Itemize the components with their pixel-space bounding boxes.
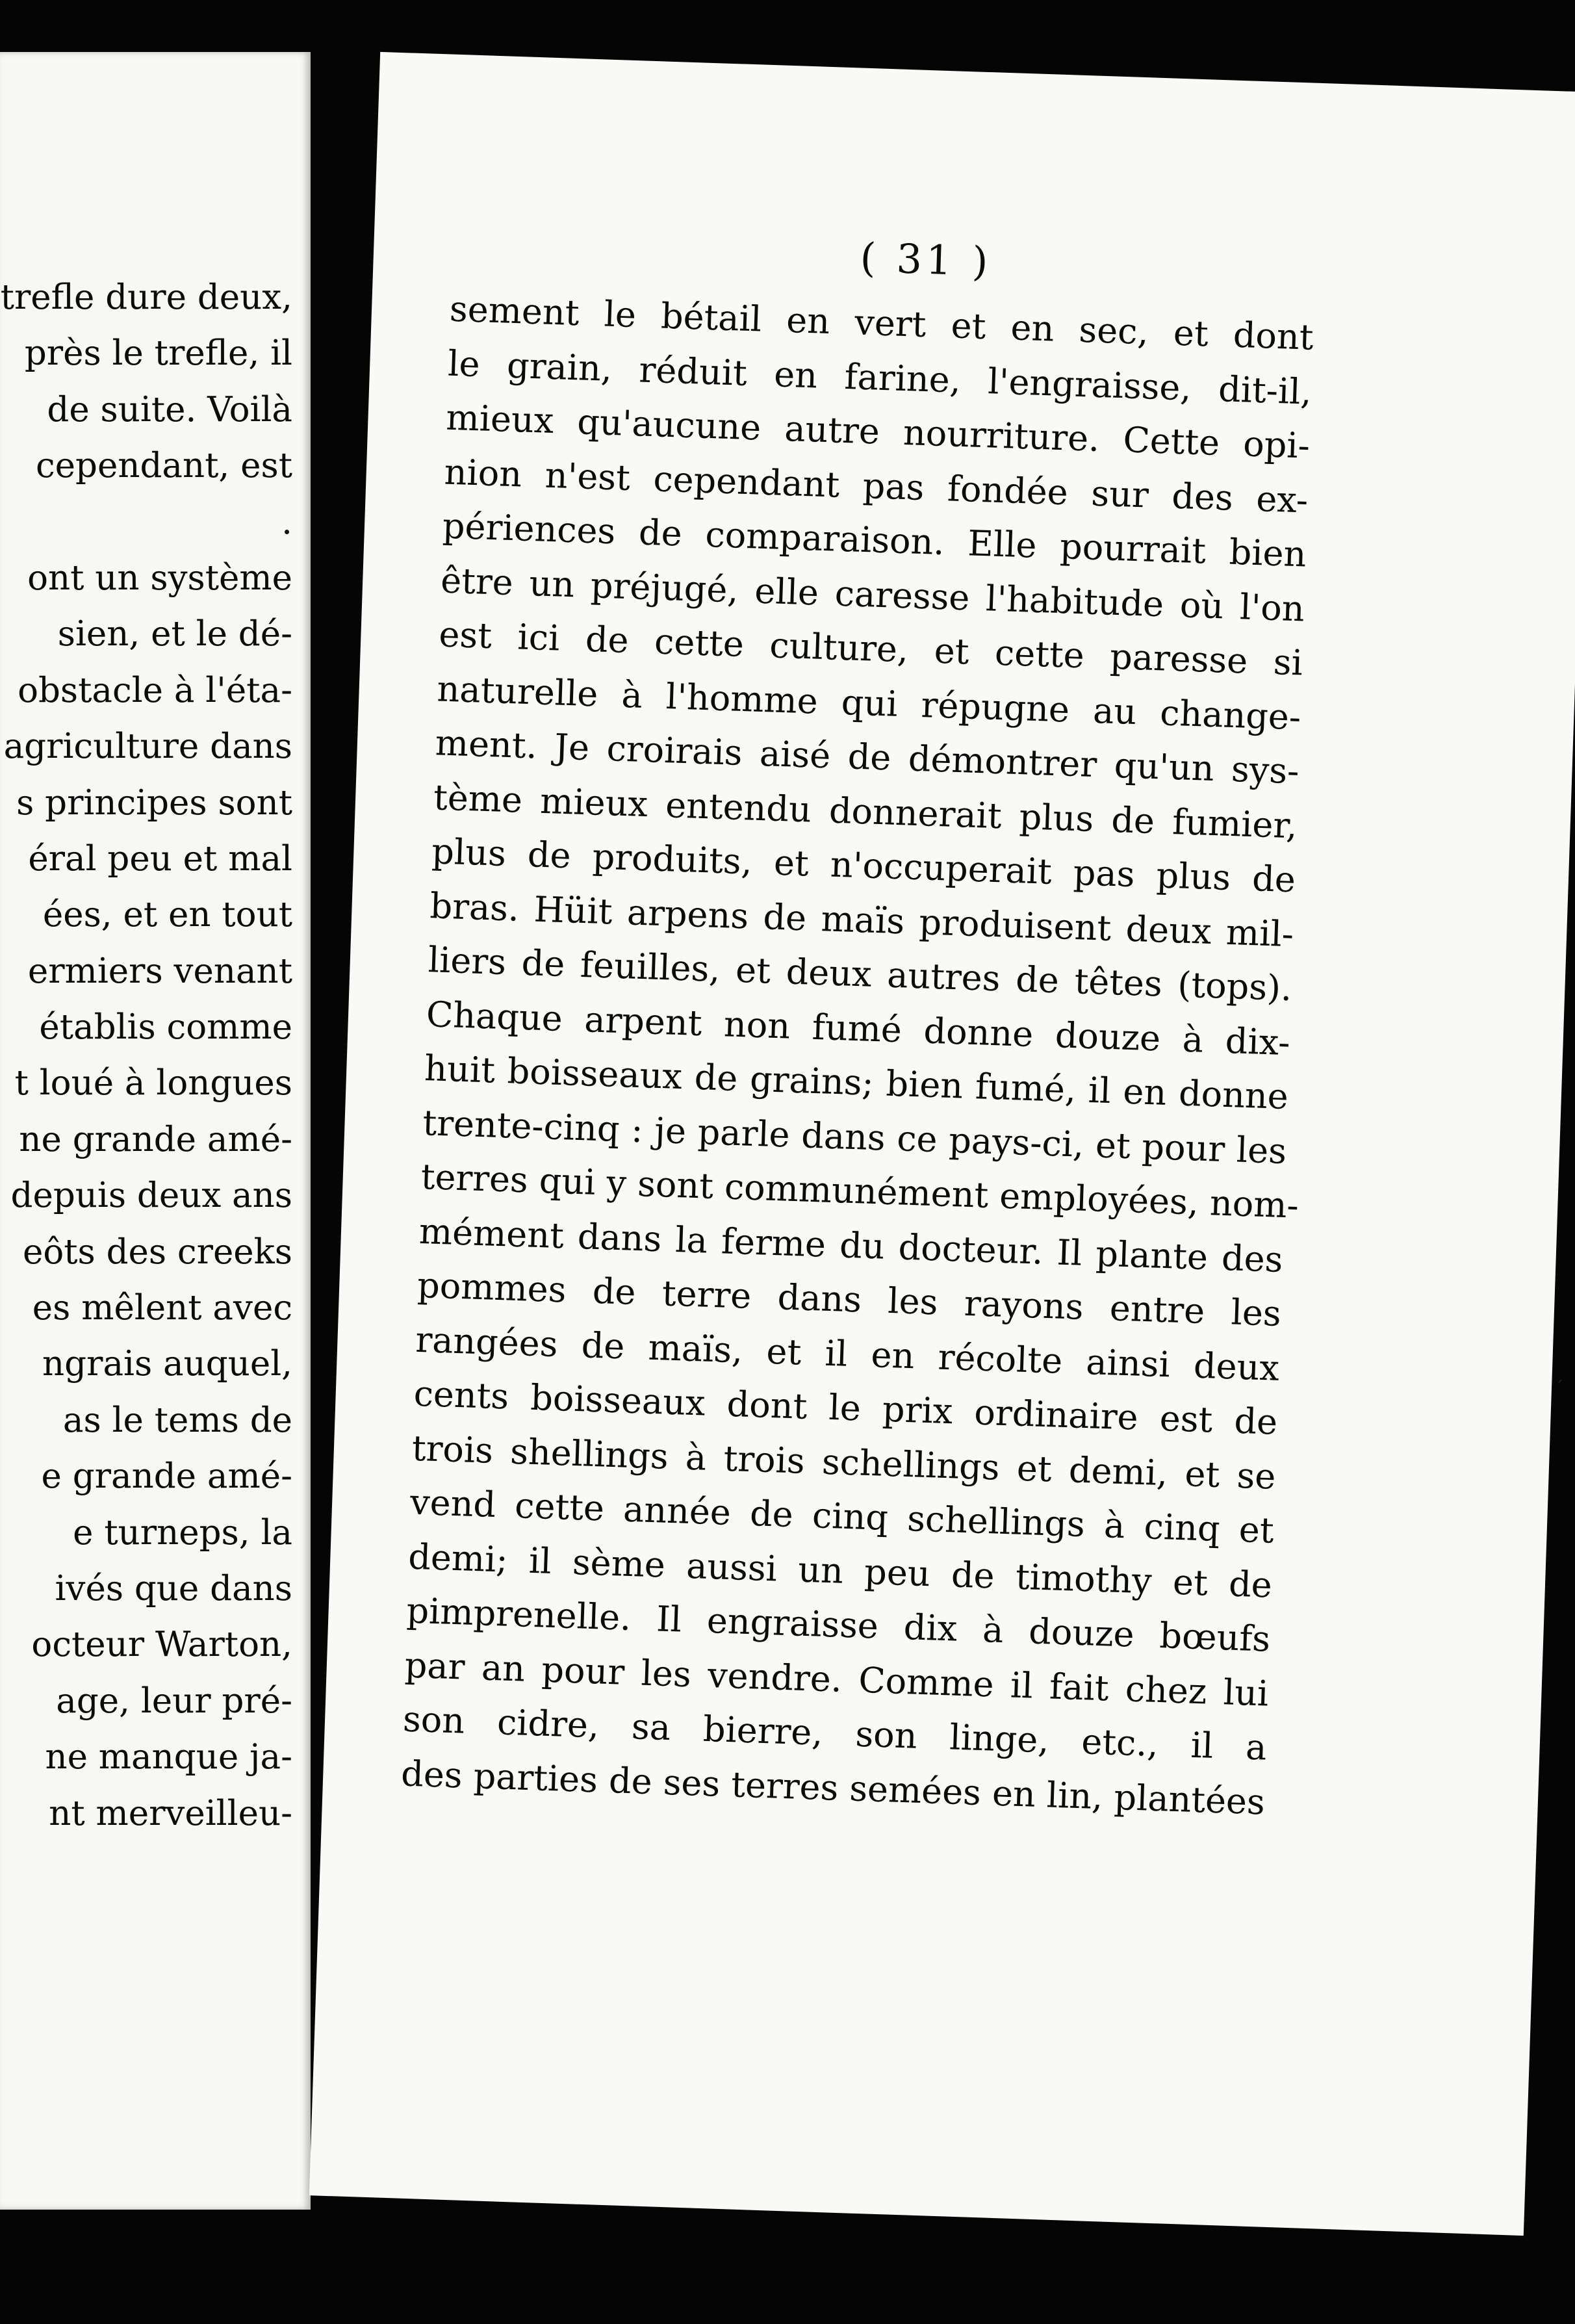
previous-page-line: eôts des creeks xyxy=(22,1232,292,1272)
previous-page-line: ne grande amé- xyxy=(19,1119,292,1159)
text-line: plus de produits, et n'occuperait pas plus de xyxy=(431,831,1296,901)
previous-page-line: . xyxy=(281,502,292,542)
text-line: Chaque arpent non fumé donne douze à dix- xyxy=(426,993,1291,1063)
previous-page-line: trefle dure deux, xyxy=(0,278,292,317)
previous-page-line: ont un système xyxy=(27,558,292,598)
text-line: rangées de maïs, et il en récolte ainsi deux xyxy=(415,1319,1280,1389)
previous-page-fragment xyxy=(0,52,311,2210)
previous-page-line: t loué à longues xyxy=(14,1063,292,1104)
text-line: le grain, réduit en farine, l'engraisse, dit-il, xyxy=(447,342,1312,413)
text-line: nion n'est cependant pas fondée sur des ex- xyxy=(443,451,1309,521)
text-line: ment. Je croirais aisé de démontrer qu'un sys- xyxy=(434,722,1300,792)
text-line: pommes de terre dans les rayons entre les xyxy=(416,1264,1282,1334)
previous-page-line: obstacle à l'éta- xyxy=(18,670,292,710)
previous-page-line: ermiers venant xyxy=(27,951,292,991)
text-line: trois shellings à trois schellings et demi, et se xyxy=(411,1427,1277,1497)
text-line: trente-cinq : je parle dans ce pays-ci, et pour les xyxy=(422,1102,1287,1172)
text-line: huit boisseaux de grains; bien fumé, il en donne xyxy=(424,1048,1289,1118)
text-line: est ici de cette culture, et cette paresse si xyxy=(438,613,1303,684)
text-line: mieux qu'aucune autre nourriture. Cette opi- xyxy=(445,396,1311,467)
text-line: cents boisseaux dont le prix ordinaire est de xyxy=(413,1373,1279,1443)
previous-page-line: octeur Warton, xyxy=(31,1625,292,1665)
previous-page-line: établis comme xyxy=(39,1007,292,1048)
previous-page-line: ne manque ja- xyxy=(45,1737,292,1777)
text-line: liers de feuilles, et deux autres de têtes (tops). xyxy=(427,939,1293,1009)
previous-page-line: s principes sont xyxy=(16,782,292,823)
text-line: vend cette année de cinq schellings à cinq et xyxy=(409,1481,1275,1551)
text-line: sement le bétail en vert et en sec, et dont xyxy=(449,288,1314,358)
text-line: terres qui y sont communément employées, nom- xyxy=(420,1156,1300,1226)
previous-page-line: éral peu et mal xyxy=(28,838,292,879)
previous-page-line: e turneps, la xyxy=(73,1512,292,1553)
text-line: être un préjugé, elle caresse l'habitude où l'on xyxy=(440,559,1305,630)
previous-page-line: cependant, est xyxy=(36,446,292,486)
previous-page-line: age, leur pré- xyxy=(56,1681,292,1721)
text-line: des parties de ses terres semées en lin, plantées xyxy=(400,1752,1266,1823)
previous-page-line: e grande amé- xyxy=(41,1456,292,1497)
previous-page-text xyxy=(0,270,311,1842)
page-body-text xyxy=(400,282,1314,1829)
page-number: ( 31 ) xyxy=(859,233,993,286)
previous-page-line: agriculture dans xyxy=(3,727,292,767)
text-line: tème mieux entendu donnerait plus de fumier, xyxy=(433,776,1298,846)
previous-page-line: sien, et le dé- xyxy=(57,614,292,654)
previous-page-line: nt merveilleu- xyxy=(49,1793,292,1833)
text-line: naturelle à l'homme qui répugne au change- xyxy=(436,667,1302,738)
text-line: par an pour les vendre. Comme il fait chez lui xyxy=(403,1644,1270,1714)
previous-page-line: es mêlent avec xyxy=(32,1288,292,1328)
current-page xyxy=(309,52,1575,2236)
text-line: son cidre, sa bierre, son linge, etc., il a xyxy=(402,1698,1268,1768)
previous-page-line: de suite. Voilà xyxy=(47,389,292,430)
text-line: mément dans la ferme du docteur. Il plante des xyxy=(418,1210,1284,1280)
text-line: périences de comparaison. Elle pourrait bien xyxy=(442,505,1307,575)
ink-speck: ′ xyxy=(1558,1376,1563,1399)
text-line: pimprenelle. Il engraisse dix à douze bœufs xyxy=(405,1590,1272,1660)
previous-page-line: as le tems de xyxy=(62,1400,292,1440)
previous-page-line: ngrais auquel, xyxy=(42,1344,292,1384)
previous-page-line: ivés que dans xyxy=(55,1568,292,1608)
text-line: demi; il sème aussi un peu de timothy et de xyxy=(407,1536,1273,1606)
previous-page-line: depuis deux ans xyxy=(10,1176,292,1216)
text-line: bras. Hüit arpens de maïs produisent deux mil- xyxy=(429,884,1295,955)
previous-page-line: ées, et en tout xyxy=(42,895,292,935)
previous-page-line: près le trefle, il xyxy=(24,333,292,374)
